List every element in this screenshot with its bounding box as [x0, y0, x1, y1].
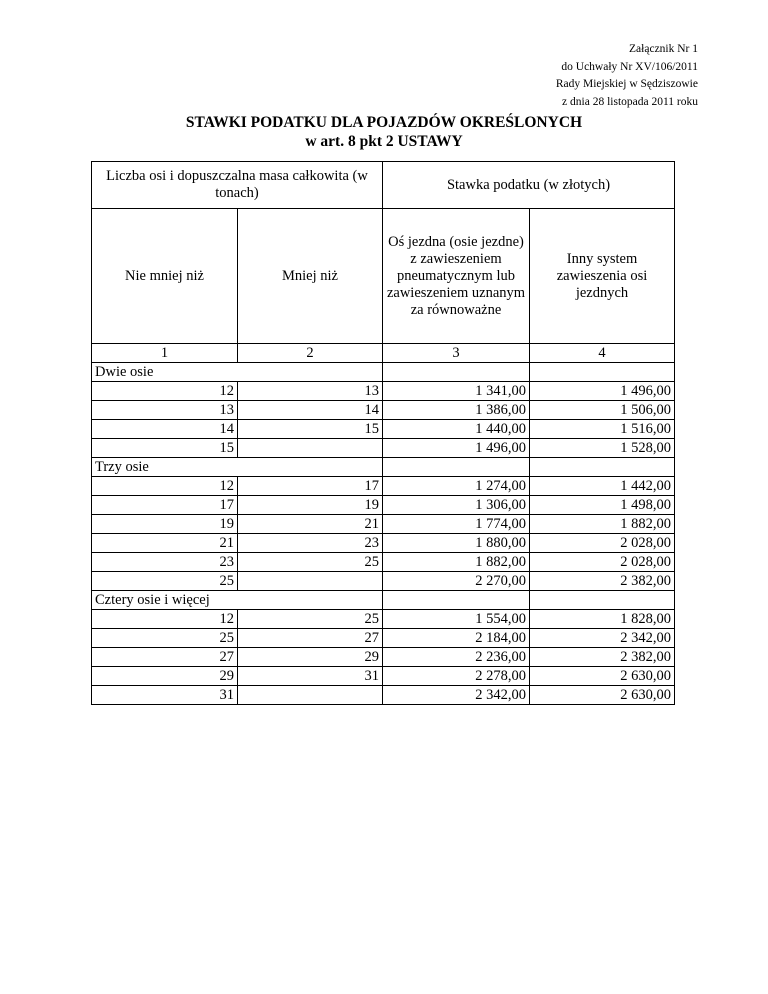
cell-rate-other: 1 496,00: [530, 382, 675, 401]
table-row: [92, 515, 675, 534]
annex-council: Rady Miejskiej w Sędziszowie: [555, 78, 698, 90]
table-row: [92, 382, 675, 401]
cell-max-mass: 19: [238, 496, 383, 515]
table-row: [92, 496, 675, 515]
cell-min-mass: 23: [92, 553, 238, 572]
title-line-2: w art. 8 pkt 2 USTAWY: [305, 133, 463, 150]
cell-rate-pneumatic: 2 236,00: [383, 648, 530, 667]
empty-cell: [530, 591, 675, 610]
cell-max-mass: 31: [238, 667, 383, 686]
cell-max-mass: 23: [238, 534, 383, 553]
cell-rate-other: 2 382,00: [530, 572, 675, 591]
cell-max-mass: 14: [238, 401, 383, 420]
cell-rate-other: 1 528,00: [530, 439, 675, 458]
cell-rate-pneumatic: 1 274,00: [383, 477, 530, 496]
cell-rate-other: 2 630,00: [530, 667, 675, 686]
cell-rate-pneumatic: 1 386,00: [383, 401, 530, 420]
empty-cell: [530, 458, 675, 477]
annex-number: Załącznik Nr 1: [629, 43, 698, 55]
table-row: [92, 572, 675, 591]
cell-max-mass: 27: [238, 629, 383, 648]
header-pneumatic: Oś jezdna (osie jezdne) z zawieszeniem pneumatycznym lub zawieszeniem uznanym za równoważne: [383, 209, 530, 344]
cell-max-mass: 21: [238, 515, 383, 534]
empty-cell: [530, 363, 675, 382]
cell-min-mass: 25: [92, 629, 238, 648]
empty-cell: [383, 363, 530, 382]
cell-rate-other: 1 442,00: [530, 477, 675, 496]
section-label: Dwie osie: [92, 363, 383, 382]
cell-max-mass: 29: [238, 648, 383, 667]
header-row-groups: [92, 162, 675, 209]
cell-min-mass: 31: [92, 686, 238, 705]
table-row: [92, 477, 675, 496]
cell-rate-pneumatic: 1 882,00: [383, 553, 530, 572]
cell-rate-pneumatic: 1 554,00: [383, 610, 530, 629]
title-line-1: STAWKI PODATKU DLA POJAZDÓW OKREŚLONYCH: [185, 114, 583, 131]
header-other-suspension: Inny system zawieszenia osi jezdnych: [530, 209, 675, 344]
cell-min-mass: 13: [92, 401, 238, 420]
cell-min-mass: 12: [92, 610, 238, 629]
cell-rate-other: 1 498,00: [530, 496, 675, 515]
cell-max-mass: [238, 572, 383, 591]
column-number: 2: [238, 344, 383, 363]
annex-date: z dnia 28 listopada 2011 roku: [562, 95, 698, 108]
column-number: 1: [92, 344, 238, 363]
cell-rate-other: 2 342,00: [530, 629, 675, 648]
table-row: [92, 629, 675, 648]
cell-max-mass: 17: [238, 477, 383, 496]
table-row: [92, 610, 675, 629]
cell-max-mass: 13: [238, 382, 383, 401]
cell-rate-other: 2 382,00: [530, 648, 675, 667]
section-label: Cztery osie i więcej: [92, 591, 383, 610]
cell-rate-other: 1 506,00: [530, 401, 675, 420]
cell-rate-other: 2 630,00: [530, 686, 675, 705]
empty-cell: [383, 591, 530, 610]
cell-rate-pneumatic: 1 440,00: [383, 420, 530, 439]
cell-max-mass: 15: [238, 420, 383, 439]
tax-rate-table: [91, 161, 675, 705]
cell-min-mass: 19: [92, 515, 238, 534]
table-row: [92, 686, 675, 705]
column-number-row: [92, 344, 675, 363]
annex-reference: [458, 41, 698, 111]
cell-max-mass: 25: [238, 610, 383, 629]
cell-min-mass: 29: [92, 667, 238, 686]
table-row: [92, 667, 675, 686]
cell-rate-pneumatic: 1 306,00: [383, 496, 530, 515]
header-row-columns: [92, 209, 675, 344]
cell-rate-other: 2 028,00: [530, 553, 675, 572]
cell-rate-pneumatic: 1 341,00: [383, 382, 530, 401]
column-number: 4: [530, 344, 675, 363]
page-title: [0, 113, 768, 151]
cell-rate-other: 1 828,00: [530, 610, 675, 629]
cell-min-mass: 14: [92, 420, 238, 439]
cell-min-mass: 25: [92, 572, 238, 591]
section-label: Trzy osie: [92, 458, 383, 477]
cell-min-mass: 21: [92, 534, 238, 553]
header-tax-rate: Stawka podatku (w złotych): [383, 162, 675, 209]
cell-rate-other: 1 516,00: [530, 420, 675, 439]
cell-min-mass: 12: [92, 477, 238, 496]
header-axles-mass: Liczba osi i dopuszczalna masa całkowita (w tonach): [92, 162, 383, 209]
section-row: [92, 591, 675, 610]
header-max: Mniej niż: [238, 209, 383, 344]
cell-rate-other: 1 882,00: [530, 515, 675, 534]
cell-rate-other: 2 028,00: [530, 534, 675, 553]
cell-rate-pneumatic: 2 342,00: [383, 686, 530, 705]
cell-min-mass: 17: [92, 496, 238, 515]
cell-rate-pneumatic: 1 880,00: [383, 534, 530, 553]
cell-rate-pneumatic: 2 278,00: [383, 667, 530, 686]
cell-rate-pneumatic: 2 270,00: [383, 572, 530, 591]
table-row: [92, 401, 675, 420]
header-min: Nie mniej niż: [92, 209, 238, 344]
cell-min-mass: 15: [92, 439, 238, 458]
cell-max-mass: [238, 439, 383, 458]
cell-rate-pneumatic: 2 184,00: [383, 629, 530, 648]
table-row: [92, 553, 675, 572]
table-row: [92, 420, 675, 439]
cell-min-mass: 12: [92, 382, 238, 401]
table-row: [92, 534, 675, 553]
annex-resolution: do Uchwały Nr XV/106/2011: [561, 60, 698, 73]
table-row: [92, 648, 675, 667]
cell-min-mass: 27: [92, 648, 238, 667]
section-row: [92, 363, 675, 382]
cell-rate-pneumatic: 1 496,00: [383, 439, 530, 458]
cell-max-mass: 25: [238, 553, 383, 572]
table-row: [92, 439, 675, 458]
cell-max-mass: [238, 686, 383, 705]
section-row: [92, 458, 675, 477]
empty-cell: [383, 458, 530, 477]
column-number: 3: [383, 344, 530, 363]
cell-rate-pneumatic: 1 774,00: [383, 515, 530, 534]
